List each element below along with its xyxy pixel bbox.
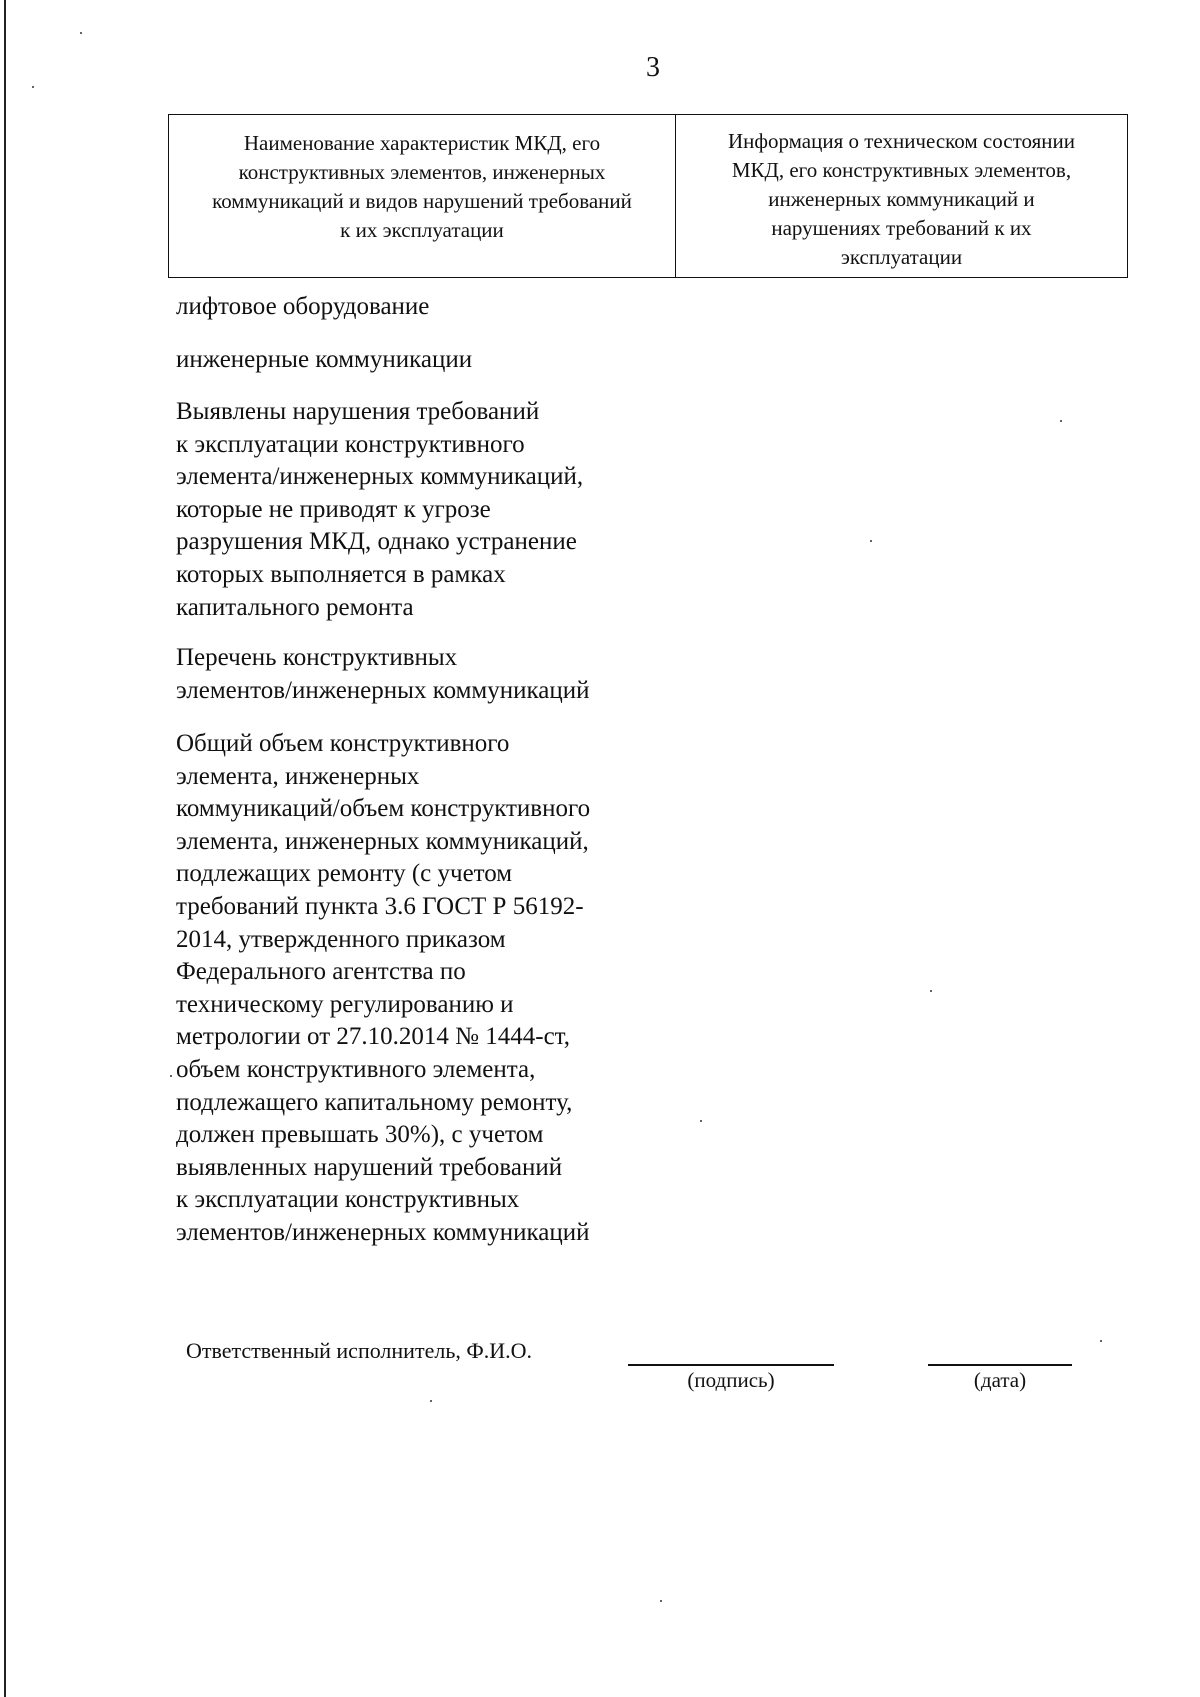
text-line: должен превышать 30%), с учетом (176, 1121, 544, 1149)
text-line: коммуникаций/объем конструктивного (176, 795, 591, 823)
text-line: инженерные коммуникации (176, 346, 473, 373)
header-table (168, 114, 1128, 278)
header-line: конструктивных элементов, инженерных (238, 160, 606, 184)
text-line: Федерального агентства по (176, 958, 466, 986)
header-line: к их эксплуатации (340, 218, 504, 242)
page-number: 3 (646, 52, 660, 83)
date-line (928, 1364, 1072, 1366)
text-line: элемента/инженерных коммуникаций, (176, 463, 584, 491)
header-line: МКД, его конструктивных элементов, (731, 158, 1072, 182)
text-line: элемента, инженерных (176, 762, 420, 790)
text-line: 2014, утвержденного приказом (176, 925, 506, 953)
header-line: эксплуатации (840, 245, 963, 269)
signature-caption: (подпись) (687, 1368, 775, 1392)
header-cell-technical-state (676, 115, 1127, 277)
paragraph-violations (176, 396, 583, 624)
text-line: лифтовое оборудование (176, 293, 430, 320)
item-lift-equipment (176, 291, 429, 324)
text-line: элементов/инженерных коммуникаций (176, 1218, 590, 1246)
date-caption: (дата) (973, 1368, 1027, 1392)
text-line: техническому регулированию и (176, 990, 514, 1018)
signature-line (628, 1364, 834, 1366)
text-line: которых выполняется в рамках (176, 560, 506, 588)
text-line: требований пункта 3.6 ГОСТ Р 56192- (176, 892, 584, 920)
text-line: разрушения МКД, однако устранение (176, 528, 577, 556)
header-line: инженерных коммуникаций и (768, 187, 1035, 211)
text-line: подлежащего капитальному ремонту, (176, 1088, 573, 1116)
header-cell-characteristics (169, 115, 676, 277)
text-line: которые не приводят к угрозе (176, 495, 491, 523)
item-engineering-communications (176, 344, 472, 377)
text-line: объем конструктивного элемента, (176, 1055, 536, 1083)
text-line: капитального ремонта (176, 593, 414, 621)
text-line: подлежащих ремонту (с учетом (176, 860, 513, 888)
text-line: Общий объем конструктивного (176, 730, 510, 757)
text-line: к эксплуатации конструктивных (176, 1186, 520, 1214)
text-line: Перечень конструктивных (176, 644, 458, 671)
header-line: Информация о техническом состоянии (727, 129, 1075, 153)
text-line: Выявлены нарушения требований (176, 398, 540, 425)
header-line: нарушениях требований к их (771, 216, 1032, 240)
paragraph-total-volume (176, 728, 590, 1250)
header-line: Наименование характеристик МКД, его (243, 131, 601, 155)
text-line: элементов/инженерных коммуникаций (176, 676, 590, 704)
text-line: метрологии от 27.10.2014 № 1444-ст, (176, 1023, 570, 1051)
text-line: элемента, инженерных коммуникаций, (176, 827, 589, 855)
page-edge (4, 0, 6, 1697)
responsible-executor-label: Ответственный исполнитель, Ф.И.О. (186, 1338, 533, 1363)
header-line: коммуникаций и видов нарушений требований (212, 189, 632, 213)
text-line: к эксплуатации конструктивного (176, 430, 525, 458)
text-line: выявленных нарушений требований (176, 1153, 563, 1181)
paragraph-element-list (176, 642, 590, 707)
